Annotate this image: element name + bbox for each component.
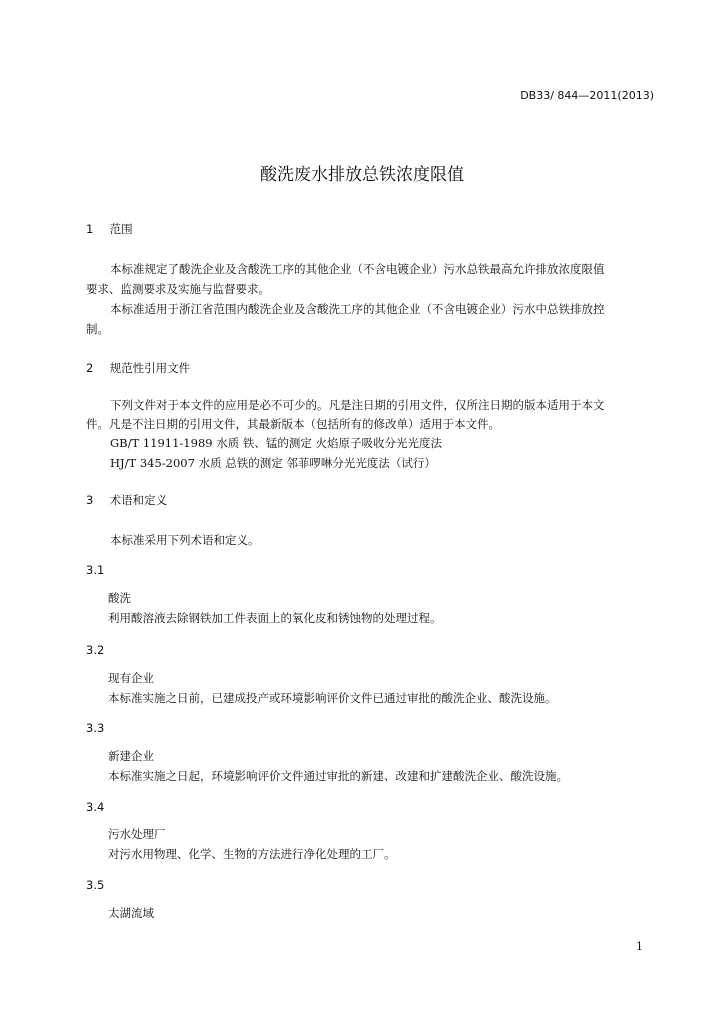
- paragraph-line: 本标准采用下列术语和定义。: [110, 533, 260, 547]
- document-title: 酸洗废水排放总铁浓度限值: [260, 165, 464, 185]
- term-number: 3.1: [86, 563, 105, 577]
- term-definition: 本标准实施之日前，已建成投产或环境影响评价文件已通过审批的酸洗企业、酸洗设施。: [108, 691, 557, 705]
- term-name: 新建企业: [108, 749, 154, 763]
- section-number: 1: [86, 222, 94, 236]
- paragraph-line: 下列文件对于本文件的应用是必不可少的。凡是注日期的引用文件，仅所注日期的版本适用于本文: [110, 398, 605, 412]
- section-heading-references: [86, 360, 190, 376]
- term-name: 酸洗: [108, 591, 131, 605]
- section-heading-scope: [86, 221, 133, 237]
- paragraph-line: 件。凡是不注日期的引用文件，其最新版本（包括所有的修改单）适用于本文件。: [86, 417, 500, 431]
- section-title: 范围: [109, 222, 133, 236]
- reference-item: GB/T 11911-1989 水质 铁、锰的测定 火焰原子吸收分光光度法: [110, 436, 443, 450]
- term-definition: 本标准实施之日起，环境影响评价文件通过审批的新建、改建和扩建酸洗企业、酸洗设施。: [108, 769, 568, 783]
- term-name: 污水处理厂: [108, 827, 166, 841]
- term-number: 3.3: [86, 721, 105, 735]
- term-number: 3.4: [86, 800, 105, 814]
- reference-item: HJ/T 345-2007 水质 总铁的测定 邻菲啰啉分光光度法（试行）: [110, 456, 436, 470]
- paragraph-line: 制。: [86, 322, 109, 336]
- term-number: 3.5: [86, 878, 105, 892]
- section-title: 规范性引用文件: [109, 361, 191, 375]
- section-number: 3: [86, 493, 94, 507]
- term-definition: 利用酸溶液去除钢铁加工件表面上的氧化皮和锈蚀物的处理过程。: [108, 611, 442, 625]
- paragraph-line: 本标准适用于浙江省范围内酸洗企业及含酸洗工序的其他企业（不含电镀企业）污水中总铁排放控: [110, 302, 605, 316]
- paragraph-line: 要求、监测要求及实施与监督要求。: [86, 282, 270, 296]
- page-number: 1: [636, 940, 643, 953]
- standard-code: DB33/ 844—2011(2013): [520, 89, 654, 102]
- term-name: 现有企业: [108, 671, 154, 685]
- section-number: 2: [86, 361, 94, 375]
- term-number: 3.2: [86, 643, 105, 657]
- term-definition: 对污水用物理、化学、生物的方法进行净化处理的工厂。: [108, 847, 396, 861]
- term-name: 太湖流域: [108, 906, 154, 920]
- paragraph-line: 本标准规定了酸洗企业及含酸洗工序的其他企业（不含电镀企业）污水总铁最高允许排放浓度限值: [110, 262, 605, 276]
- section-title: 术语和定义: [109, 493, 168, 507]
- section-heading-terms: [86, 492, 167, 508]
